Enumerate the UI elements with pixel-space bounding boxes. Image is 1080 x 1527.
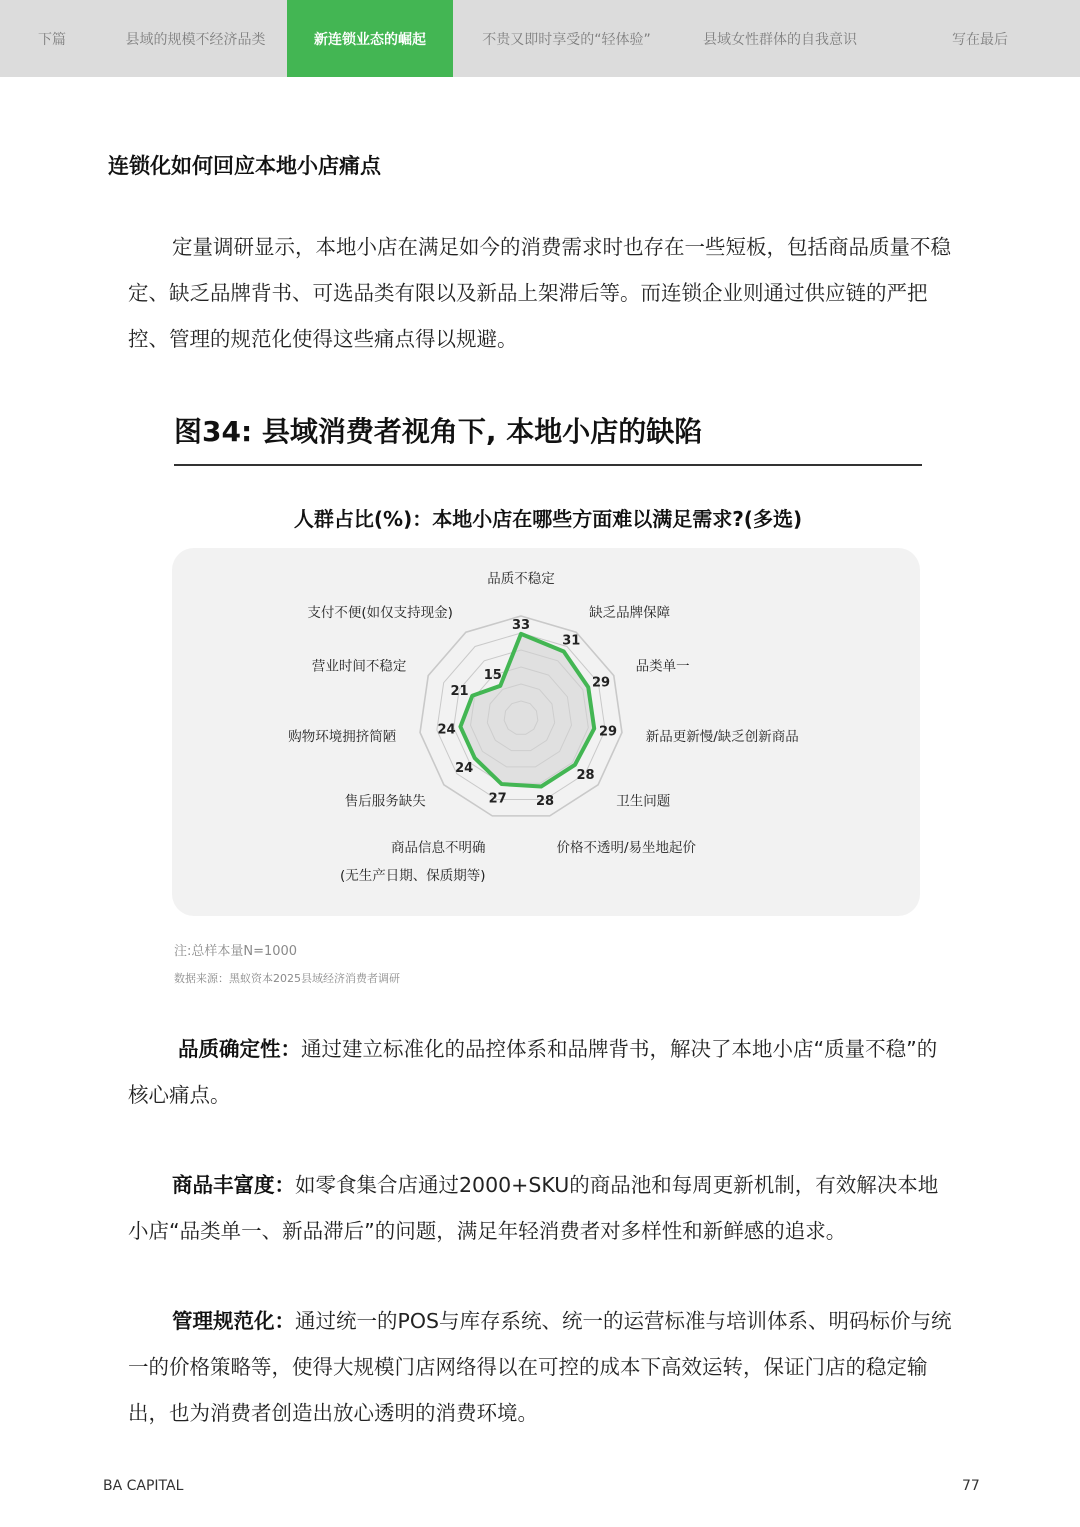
radar-series-polygon	[460, 634, 594, 787]
radar-value-label: 15	[483, 668, 502, 684]
nav-tab-scale-diseconomy[interactable]: 县域的规模不经济品类	[125, 31, 266, 48]
intro-paragraph: 定量调研显示，本地小店在满足如今的消费需求时也存在一些短板，包括商品质量不稳定、缺乏品牌背书、可选品类有限以及新品上架滞后等。而连锁企业则通过供应链的严把控、管理的规范化使得这些痛点得以规避。	[128, 235, 951, 351]
point-management-text: 通过统一的POS与库存系统、统一的运营标准与培训体系、明码标价与统一的价格策略等，使得大规模门店网络得以在可控的成本下高效运转，保证门店的稳定输出，也为消费者创造出放心透明的消费环境。	[128, 1309, 952, 1425]
radar-value-label: 28	[576, 767, 595, 783]
radar-category-label: 卫生问题	[616, 793, 671, 810]
nav-tab-xiapian[interactable]: 下篇	[38, 31, 66, 48]
radar-value-label: 21	[450, 683, 469, 699]
radar-value-label: 24	[437, 722, 456, 738]
chart-title: 人群占比(%)：本地小店在哪些方面难以满足需求?(多选)	[293, 507, 803, 531]
point-variety-lead: 商品丰富度：	[172, 1173, 295, 1197]
point-quality-text: 通过建立标准化的品控体系和品牌背书，解决了本地小店“质量不稳”的核心痛点。	[128, 1037, 938, 1107]
section-heading: 连锁化如何回应本地小店痛点	[108, 154, 381, 178]
radar-category-label: 购物环境拥挤简陋	[288, 728, 397, 745]
nav-tab-women-awareness[interactable]: 县域女性群体的自我意识	[703, 31, 857, 48]
point-variety	[128, 1162, 954, 1254]
radar-value-label: 29	[591, 675, 611, 691]
radar-chart-card	[172, 548, 920, 916]
point-variety-text: 如零食集合店通过2000+SKU的商品池和每周更新机制，有效解决本地小店“品类单一、新品滞后”的问题，满足年轻消费者对多样性和新鲜感的追求。	[128, 1173, 939, 1243]
radar-category-label: 售后服务缺失	[344, 793, 426, 810]
radar-value-label: 24	[455, 761, 474, 777]
section-nav	[0, 0, 1080, 77]
figure-note: 注:总样本量N=1000	[174, 944, 298, 959]
point-management-lead: 管理规范化：	[172, 1309, 295, 1333]
page-number: 77	[962, 1478, 980, 1494]
radar-category-label: 缺乏品牌保障	[589, 605, 671, 622]
figure-source: 数据来源：黑蚁资本2025县域经济消费者调研	[174, 972, 400, 985]
footer-brand: BA CAPITAL	[103, 1478, 184, 1494]
figure-title: 图34: 县域消费者视角下, 本地小店的缺陷	[174, 415, 703, 448]
radar-category-label: 营业时间不稳定	[311, 658, 407, 675]
nav-tab-conclusion[interactable]: 写在最后	[952, 31, 1008, 48]
radar-value-label: 27	[488, 791, 507, 807]
point-management	[128, 1298, 954, 1436]
radar-category-label: 商品信息不明确	[391, 839, 486, 856]
radar-chart	[172, 548, 920, 916]
radar-category-label: 新品更新慢/缺乏创新商品	[645, 728, 799, 745]
radar-category-label: 品类单一	[635, 658, 690, 675]
radar-category-label: (无生产日期、保质期等)	[339, 867, 486, 884]
radar-category-label: 支付不便(如仅支持现金)	[307, 605, 453, 622]
radar-category-label: 价格不透明/易坐地起价	[556, 839, 697, 856]
point-quality-lead: 品质确定性：	[178, 1037, 301, 1061]
radar-value-label: 33	[511, 617, 531, 633]
point-quality	[128, 1026, 954, 1118]
nav-tab-light-experience[interactable]: 不贵又即时享受的“轻体验”	[482, 31, 651, 48]
figure-title-rule	[174, 464, 922, 466]
radar-value-label: 31	[562, 633, 581, 649]
radar-category-label: 品质不稳定	[487, 571, 555, 587]
radar-value-label: 28	[536, 793, 555, 809]
nav-tab-new-chain[interactable]: 新连锁业态的崛起	[287, 0, 453, 77]
radar-value-label: 29	[599, 724, 618, 740]
